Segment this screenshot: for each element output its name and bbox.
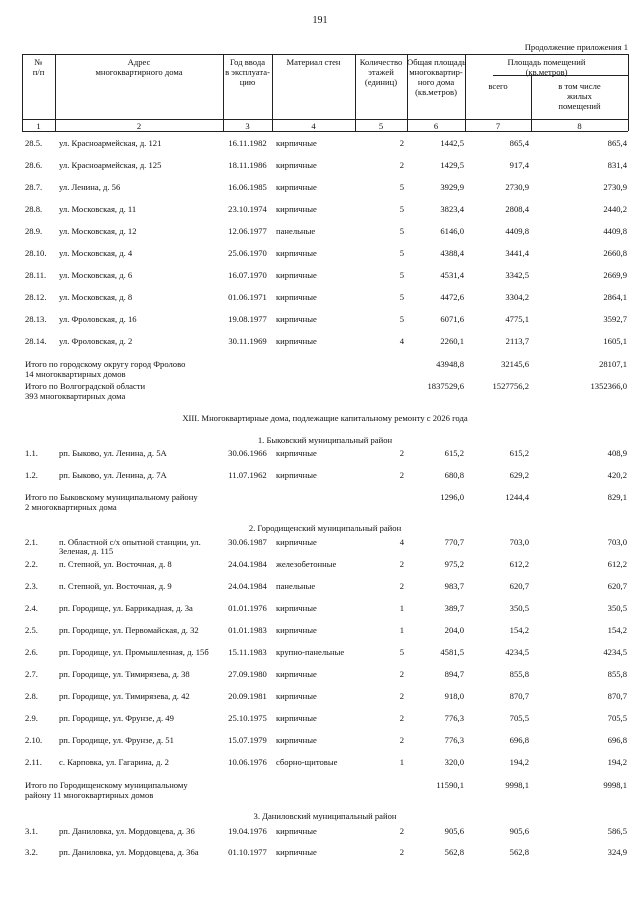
row-area-all: 855,8: [509, 669, 529, 679]
row-address: ул. Московская, д. 12: [59, 226, 137, 236]
row-address: рп. Городище, ул. Фрунзе, д. 49: [59, 713, 174, 723]
row-area-all: 3441,4: [505, 248, 529, 258]
row-wall-material: кирпичные: [276, 292, 317, 302]
row-year: 27.09.1980: [228, 669, 267, 679]
row-year: 24.04.1984: [228, 581, 267, 591]
row-number: 28.14.: [25, 336, 47, 346]
row-total-area: 204,0: [444, 625, 464, 635]
row-area-all: 4234,5: [505, 647, 529, 657]
row-floors: 4: [399, 537, 404, 547]
total-label: Итого по городскому округу город Фролово: [25, 359, 186, 369]
row-total-area: 918,0: [444, 691, 464, 701]
row-area-residential: 586,5: [607, 826, 627, 836]
total-label: Итого по Быковскому муниципальному району: [25, 492, 198, 502]
row-total-area: 389,7: [444, 603, 464, 613]
header-premises-area: Площадь помещений (кв.метров): [507, 57, 586, 77]
row-total-area: 975,2: [444, 559, 464, 569]
row-number: 1.2.: [25, 470, 38, 480]
row-total-area: 1442,5: [440, 138, 464, 148]
row-floors: 5: [399, 182, 404, 192]
row-address: п. Степной, ул. Восточная, д. 9: [59, 581, 172, 591]
row-total-area: 6146,0: [440, 226, 464, 236]
district-title: 2. Городищенский муниципальный район: [248, 523, 402, 533]
row-wall-material: панельные: [276, 581, 316, 591]
col-number: 1: [36, 121, 41, 131]
row-wall-material: кирпичные: [276, 691, 317, 701]
row-floors: 1: [399, 603, 404, 613]
col-number: 8: [577, 121, 582, 131]
row-wall-material: кирпичные: [276, 625, 317, 635]
col-number: 6: [433, 121, 439, 131]
row-area-residential: 865,4: [607, 138, 627, 148]
row-area-all: 194,2: [509, 757, 529, 767]
row-address: рп. Даниловка, ул. Мордовцева, д. 36: [59, 826, 195, 836]
district-title: 3. Даниловский муниципальный район: [253, 811, 397, 821]
row-year: 30.06.1987: [228, 537, 267, 547]
row-area-residential: 2440,2: [603, 204, 627, 214]
row-area-all: 4409,8: [505, 226, 529, 236]
total-area: 1296,0: [440, 492, 464, 502]
row-address: рп. Городище, ул. Фрунзе, д. 51: [59, 735, 174, 745]
row-area-residential: 4409,8: [603, 226, 627, 236]
row-year: 20.09.1981: [228, 691, 267, 701]
row-total-area: 776,3: [444, 713, 464, 723]
row-total-area: 1429,5: [440, 160, 464, 170]
total-area: 43948,8: [436, 359, 464, 369]
row-year: 25.06.1970: [228, 248, 267, 258]
header-year: Год ввода в эксплуата- цию: [225, 57, 270, 87]
row-floors: 5: [399, 270, 404, 280]
total-area-all: 1527756,2: [492, 381, 529, 391]
row-area-all: 154,2: [509, 625, 529, 635]
row-year: 12.06.1977: [228, 226, 267, 236]
row-number: 28.9.: [25, 226, 43, 236]
row-area-residential: 3592,7: [603, 314, 627, 324]
total-area-residential: 1352366,0: [590, 381, 627, 391]
row-floors: 2: [399, 581, 404, 591]
row-year: 16.07.1970: [228, 270, 267, 280]
row-number: 28.7.: [25, 182, 43, 192]
row-floors: 2: [399, 138, 404, 148]
row-area-residential: 855,8: [607, 669, 627, 679]
row-address: рп. Городище, ул. Тимирязева, д. 38: [59, 669, 190, 679]
row-address: ул. Красноармейская, д. 125: [59, 160, 162, 170]
row-wall-material: кирпичные: [276, 669, 317, 679]
row-area-residential: 870,7: [607, 691, 627, 701]
row-total-area: 4388,4: [440, 248, 464, 258]
row-address: рп. Быково, ул. Ленина, д. 7А: [59, 470, 167, 480]
row-area-residential: 4234,5: [603, 647, 627, 657]
row-floors: 5: [399, 226, 404, 236]
row-area-all: 615,2: [509, 448, 529, 458]
row-floors: 5: [399, 248, 404, 258]
row-area-residential: 831,4: [607, 160, 627, 170]
total-label-cont: 14 многоквартирных домов: [25, 369, 126, 379]
row-wall-material: кирпичные: [276, 537, 317, 547]
row-address: п. Степной, ул. Восточная, д. 8: [59, 559, 172, 569]
row-total-area: 562,8: [444, 847, 464, 857]
row-floors: 5: [399, 314, 404, 324]
total-area-all: 1244,4: [505, 492, 529, 502]
row-total-area: 3929,9: [440, 182, 464, 192]
row-number: 28.13.: [25, 314, 47, 324]
header-residential: в том числе жилых помещений: [558, 81, 601, 111]
row-year: 01.10.1977: [228, 847, 267, 857]
row-area-all: 2808,4: [505, 204, 529, 214]
row-area-all: 612,2: [509, 559, 529, 569]
row-area-all: 905,6: [509, 826, 529, 836]
row-area-residential: 2660,8: [603, 248, 627, 258]
row-floors: 2: [399, 713, 404, 723]
row-wall-material: кирпичные: [276, 448, 317, 458]
row-wall-material: кирпичные: [276, 470, 317, 480]
row-year: 24.04.1984: [228, 559, 267, 569]
row-total-area: 894,7: [444, 669, 464, 679]
row-area-all: 620,7: [509, 581, 529, 591]
row-total-area: 770,7: [444, 537, 464, 547]
row-number: 28.6.: [25, 160, 43, 170]
row-address: ул. Фроловская, д. 16: [59, 314, 137, 324]
row-wall-material: кирпичные: [276, 314, 317, 324]
row-area-all: 870,7: [509, 691, 529, 701]
total-area-residential: 829,1: [607, 492, 627, 502]
row-wall-material: кирпичные: [276, 182, 317, 192]
row-total-area: 320,0: [444, 757, 464, 767]
page-number: 191: [312, 15, 328, 26]
row-number: 28.12.: [25, 292, 47, 302]
row-area-residential: 703,0: [607, 537, 627, 547]
row-total-area: 615,2: [444, 448, 464, 458]
row-address: ул. Московская, д. 6: [59, 270, 133, 280]
total-label: Итого по Волгоградской области: [25, 381, 146, 391]
row-number: 2.6.: [25, 647, 38, 657]
row-wall-material: панельные: [276, 226, 316, 236]
row-address: рп. Даниловка, ул. Мордовцева, д. 36а: [59, 847, 199, 857]
row-year: 01.01.1976: [228, 603, 267, 613]
row-year: 11.07.1962: [228, 470, 267, 480]
row-area-residential: 612,2: [607, 559, 627, 569]
continuation-note: Продолжение приложения 1: [524, 42, 628, 52]
row-floors: 2: [399, 559, 404, 569]
row-wall-material: кирпичные: [276, 713, 317, 723]
row-floors: 2: [399, 470, 404, 480]
row-number: 28.5.: [25, 138, 43, 148]
row-address: ул. Красноармейская, д. 121: [59, 138, 162, 148]
row-number: 3.2.: [25, 847, 38, 857]
row-address: рп. Городище, ул. Тимирязева, д. 42: [59, 691, 190, 701]
row-wall-material: кирпичные: [276, 847, 317, 857]
row-number: 2.9.: [25, 713, 38, 723]
row-wall-material: крупно-панельные: [276, 647, 345, 657]
row-area-all: 2113,7: [505, 336, 529, 346]
total-area: 11590,1: [436, 780, 464, 790]
row-number: 2.1.: [25, 537, 38, 547]
row-area-residential: 2730,9: [603, 182, 627, 192]
row-address: ул. Московская, д. 11: [59, 204, 137, 214]
row-number: 2.8.: [25, 691, 38, 701]
row-number: 1.1.: [25, 448, 38, 458]
row-number: 2.2.: [25, 559, 38, 569]
row-year: 01.06.1971: [228, 292, 267, 302]
row-total-area: 6071,6: [440, 314, 464, 324]
row-number: 28.8.: [25, 204, 43, 214]
total-area-all: 32145,6: [501, 359, 529, 369]
row-address: рп. Городище, ул. Промышленная, д. 15б: [59, 647, 209, 657]
row-address: ул. Фроловская, д. 2: [59, 336, 133, 346]
row-wall-material: кирпичные: [276, 270, 317, 280]
header-address: Адрес многоквартирного дома: [95, 57, 183, 77]
row-floors: 2: [399, 448, 404, 458]
row-wall-material: кирпичные: [276, 204, 317, 214]
row-total-area: 4472,6: [440, 292, 464, 302]
row-number: 2.5.: [25, 625, 38, 635]
row-floors: 2: [399, 826, 404, 836]
row-address: рп. Быково, ул. Ленина, д. 5А: [59, 448, 167, 458]
row-year: 15.07.1979: [228, 735, 267, 745]
row-floors: 4: [399, 336, 404, 346]
row-floors: 5: [399, 292, 404, 302]
col-number: 7: [495, 121, 501, 131]
col-number: 5: [378, 121, 384, 131]
row-year: 01.01.1983: [228, 625, 267, 635]
row-number: 28.11.: [25, 270, 47, 280]
row-year: 23.10.1974: [228, 204, 267, 214]
row-floors: 2: [399, 691, 404, 701]
header-floors: Количество этажей (единиц): [359, 57, 403, 87]
row-floors: 1: [399, 625, 404, 635]
row-number: 2.3.: [25, 581, 38, 591]
row-floors: 2: [399, 735, 404, 745]
row-total-area: 4581,5: [440, 647, 464, 657]
row-wall-material: кирпичные: [276, 248, 317, 258]
row-address: ул. Московская, д. 4: [59, 248, 133, 258]
row-area-all: 2730,9: [505, 182, 529, 192]
row-area-all: 703,0: [509, 537, 529, 547]
row-floors: 2: [399, 847, 404, 857]
row-area-all: 865,4: [509, 138, 529, 148]
row-area-all: 917,4: [509, 160, 529, 170]
row-wall-material: кирпичные: [276, 735, 317, 745]
header-total-area: Общая площадь многоквартир- ного дома (кв.метров): [407, 57, 467, 97]
row-floors: 2: [399, 160, 404, 170]
row-area-residential: 408,9: [607, 448, 627, 458]
row-area-residential: 705,5: [607, 713, 627, 723]
total-label: Итого по Городищенскому муниципальному: [25, 780, 188, 790]
section-title: XIII. Многоквартирные дома, подлежащие капитальному ремонту с 2026 года: [182, 413, 468, 423]
total-area-residential: 9998,1: [603, 780, 627, 790]
row-total-area: 983,7: [444, 581, 464, 591]
row-wall-material: кирпичные: [276, 826, 317, 836]
header-num: № п/п: [32, 57, 45, 77]
row-area-residential: 1605,1: [603, 336, 627, 346]
row-wall-material: кирпичные: [276, 138, 317, 148]
row-year: 15.11.1983: [228, 647, 267, 657]
total-area-residential: 28107,1: [599, 359, 627, 369]
row-floors: 2: [399, 669, 404, 679]
row-total-area: 905,6: [444, 826, 464, 836]
row-address: с. Карповка, ул. Гагарина, д. 2: [59, 757, 169, 767]
row-number: 28.10.: [25, 248, 47, 258]
row-area-residential: 420,2: [607, 470, 627, 480]
row-address-cont: Зеленая, д. 115: [59, 546, 114, 556]
row-floors: 1: [399, 757, 404, 767]
total-label-cont: 393 многоквартирных дома: [25, 391, 126, 401]
row-area-residential: 2864,1: [603, 292, 627, 302]
total-label-cont: 2 многоквартирных дома: [25, 502, 117, 512]
row-wall-material: кирпичные: [276, 603, 317, 613]
row-year: 30.06.1966: [228, 448, 267, 458]
row-area-residential: 154,2: [607, 625, 627, 635]
row-address: рп. Городище, ул. Первомайская, д. 32: [59, 625, 199, 635]
row-area-residential: 2669,9: [603, 270, 627, 280]
row-number: 2.7.: [25, 669, 38, 679]
row-area-all: 4775,1: [505, 314, 529, 324]
row-number: 3.1.: [25, 826, 38, 836]
row-area-all: 629,2: [509, 470, 529, 480]
row-address: ул. Ленина, д. 56: [59, 182, 121, 192]
total-area: 1837529,6: [427, 381, 464, 391]
row-year: 16.11.1982: [228, 138, 267, 148]
row-area-all: 696,8: [509, 735, 529, 745]
row-area-residential: 350,5: [607, 603, 627, 613]
row-year: 18.11.1986: [228, 160, 267, 170]
row-area-residential: 620,7: [607, 581, 627, 591]
row-address: ул. Московская, д. 8: [59, 292, 133, 302]
row-wall-material: сборно-щитовые: [276, 757, 338, 767]
row-wall-material: кирпичные: [276, 160, 317, 170]
col-number: 2: [136, 121, 142, 131]
row-floors: 5: [399, 647, 404, 657]
col-number: 4: [311, 121, 316, 131]
row-total-area: 680,8: [444, 470, 464, 480]
row-total-area: 2260,1: [440, 336, 464, 346]
row-area-residential: 324,9: [607, 847, 627, 857]
row-number: 2.4.: [25, 603, 38, 613]
row-address: п. Областной с/х опытной станции, ул.: [59, 537, 201, 547]
header-all: всего: [488, 81, 508, 91]
row-year: 10.06.1976: [228, 757, 267, 767]
row-year: 19.04.1976: [228, 826, 267, 836]
row-area-all: 705,5: [509, 713, 529, 723]
row-wall-material: железобетонные: [276, 559, 337, 569]
row-total-area: 4531,4: [440, 270, 464, 280]
row-year: 16.06.1985: [228, 182, 267, 192]
row-area-all: 350,5: [509, 603, 529, 613]
row-address: рп. Городище, ул. Баррикадная, д. 3а: [59, 603, 193, 613]
row-area-all: 562,8: [509, 847, 529, 857]
row-year: 19.08.1977: [228, 314, 267, 324]
row-area-residential: 194,2: [607, 757, 627, 767]
header-walls: Материал стен: [286, 57, 341, 67]
col-number: 3: [245, 121, 250, 131]
row-floors: 5: [399, 204, 404, 214]
row-year: 25.10.1975: [228, 713, 267, 723]
row-area-all: 3342,5: [505, 270, 529, 280]
row-total-area: 3823,4: [440, 204, 464, 214]
row-wall-material: кирпичные: [276, 336, 317, 346]
district-title: 1. Быковский муниципальный район: [257, 435, 393, 445]
row-total-area: 776,3: [444, 735, 464, 745]
row-number: 2.11.: [25, 757, 42, 767]
row-area-all: 3304,2: [505, 292, 529, 302]
total-area-all: 9998,1: [505, 780, 529, 790]
row-year: 30.11.1969: [228, 336, 267, 346]
total-label-cont: району 11 многоквартирных домов: [25, 790, 154, 800]
row-area-residential: 696,8: [607, 735, 627, 745]
row-number: 2.10.: [25, 735, 43, 745]
